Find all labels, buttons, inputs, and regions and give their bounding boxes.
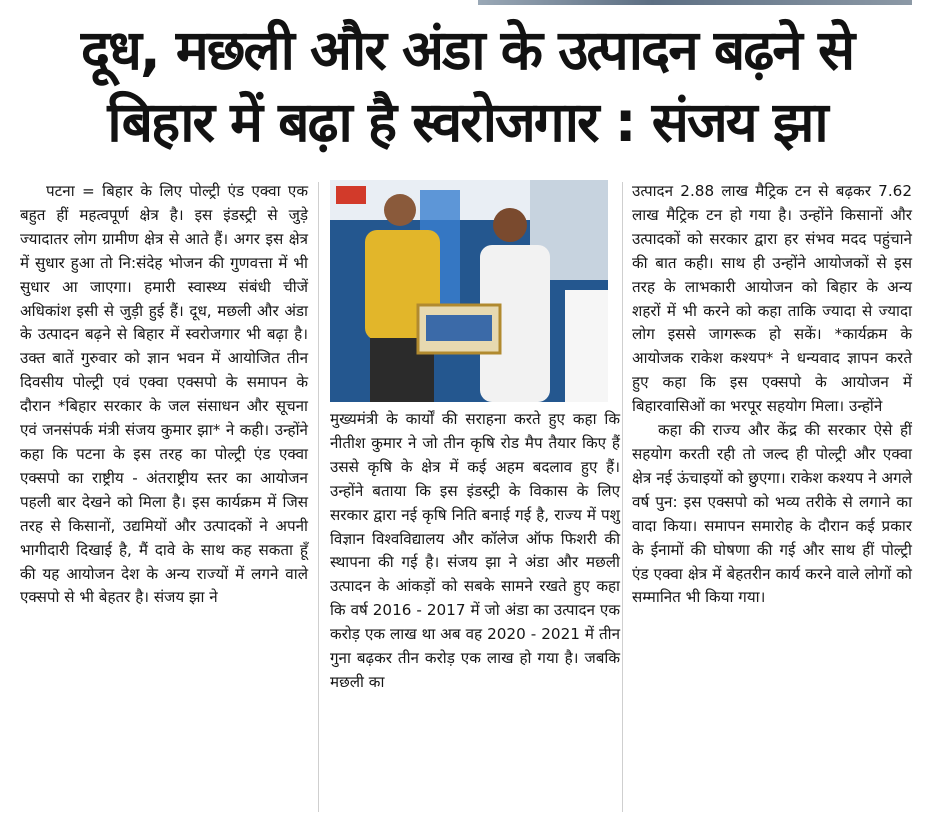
article-paragraph: उत्पादन 2.88 लाख मैट्रिक टन से बढ़कर 7.62 लाख मैट्रिक टन हो गया है। उन्होंने किसानों और उत्पादकों को सरकार द्वारा हर संभव मदद पहुंचाने की बात कही। साथ ही उन्होंने आयोजकों से इस तरह के लाभकारी आयोजन को बिहार के अन्य शहरों में भी करने को कहा ताकि ज्यादा से ज्यादा लोग इससे जागरूक हो सकें। *कार्यक्रम के आयोजक राकेश कश्यप* ने धन्यवाद ज्ञापन करते हुए कहा कि इस एक्सपो के आयोजन में बिहारवासिओं का भरपूर सहयोग मिला। उन्होंने: [632, 182, 912, 416]
article-column-2: [330, 408, 620, 695]
article-paragraph: पटना = बिहार के लिए पोल्ट्री एंड एक्वा एक बहुत हीं महत्वपूर्ण क्षेत्र है। इस इंडस्ट्री से जुड़े ज्यादातर लोग ग्रामीण क्षेत्र से आते हैं। अगर इस क्षेत्र में सुधार हुआ तो नि:संदेह भोजन की गुणवत्ता में भी सुधार आ जाएगा। हमारी स्वास्थ्य संबंधी चीजें अधिकांश इसी से जुड़ी हुई हैं। दूध, मछली और अंडा के उत्पादन बढ़ने से बिहार में स्वरोजगार भी बढ़ा है। उक्त बातें गुरुवार को ज्ञान भवन में आयोजित तीन दिवसीय पोल्ट्री एवं एक्वा एक्सपो के समापन के दौरान *बिहार सरकार के जल संसाधन और सूचना एवं जनसंपर्क मंत्री संजय कुमार झा* ने कही। उन्होंने कहा कि पटना के इस तरह का पोल्ट्री एंड एक्वा एक्सपो का राष्ट्रीय - अंतराष्ट्रीय स्तर का आयोजन पहली बार देखने को मिला है। इस कार्यक्रम में जिस तरह से किसानों, उद्यमियों और उत्पादकों ने अपनी भागीदारी दिखाई है, मैं दावे के साथ कह सकता हूँ की यह आयोजन देश के अन्य राज्यों में लगने वाले एक्सपो से भी बेहतर है। संजय झा ने: [20, 182, 308, 607]
column-divider: [622, 182, 623, 812]
column-divider: [318, 182, 319, 812]
photo-illustration: [330, 180, 608, 402]
headline: [0, 14, 934, 158]
top-photo-strip: [478, 0, 912, 5]
article-paragraph: कहा की राज्य और केंद्र की सरकार ऐसे हीं सहयोग करती रही तो जल्द ही पोल्ट्री और एक्वा क्षेत्र नई ऊंचाइयों को छुएगा। राकेश कश्यप ने अगले वर्ष पुन: इस एक्सपो को भव्य तरीके से लगाने का वादा किया। समापन समारोह के दौरान कई प्रकार के ईनामों की घोषणा की गई और साथ हीं पोल्ट्री एंड एक्वा क्षेत्र में बेहतरीन कार्य करने वाले लोगों को सम्मानित भी किया गया।: [632, 421, 912, 607]
article-paragraph: मुख्यमंत्री के कार्यों की सराहना करते हुए कहा कि नीतीश कुमार ने जो तीन कृषि रोड मैप तैयार किए हैं उससे कृषि के क्षेत्र में कई अहम बदलाव हुए हैं। उन्होंने बताया कि इस इंडस्ट्री के विकास के लिए सरकार द्वारा नई कृषि निति बनाई गई है, राज्य में पशु विज्ञान विश्वविद्यालय और कॉलेज ऑफ फिशरी की स्थापना की गई है। संजय झा ने अंडा और मछली उत्पादन के आंकड़ों को सबके सामने रखते हुए कहा कि वर्ष 2016 - 2017 में जो अंडा का उत्पादन एक करोड़ एक लाख था अब वह 2020 - 2021 में तीन गुना बढ़कर तीन करोड़ एक लाख हो गया है। जबकि मछली का: [330, 410, 620, 691]
headline-line-1: दूध, मछली और अंडा के उत्पादन बढ़ने से: [80, 18, 854, 82]
headline-line-2: बिहार में बढ़ा है स्वरोजगार : संजय झा: [107, 90, 827, 154]
article-column-3: [632, 180, 912, 610]
news-photo: [330, 180, 608, 402]
article-column-1: [20, 180, 308, 610]
